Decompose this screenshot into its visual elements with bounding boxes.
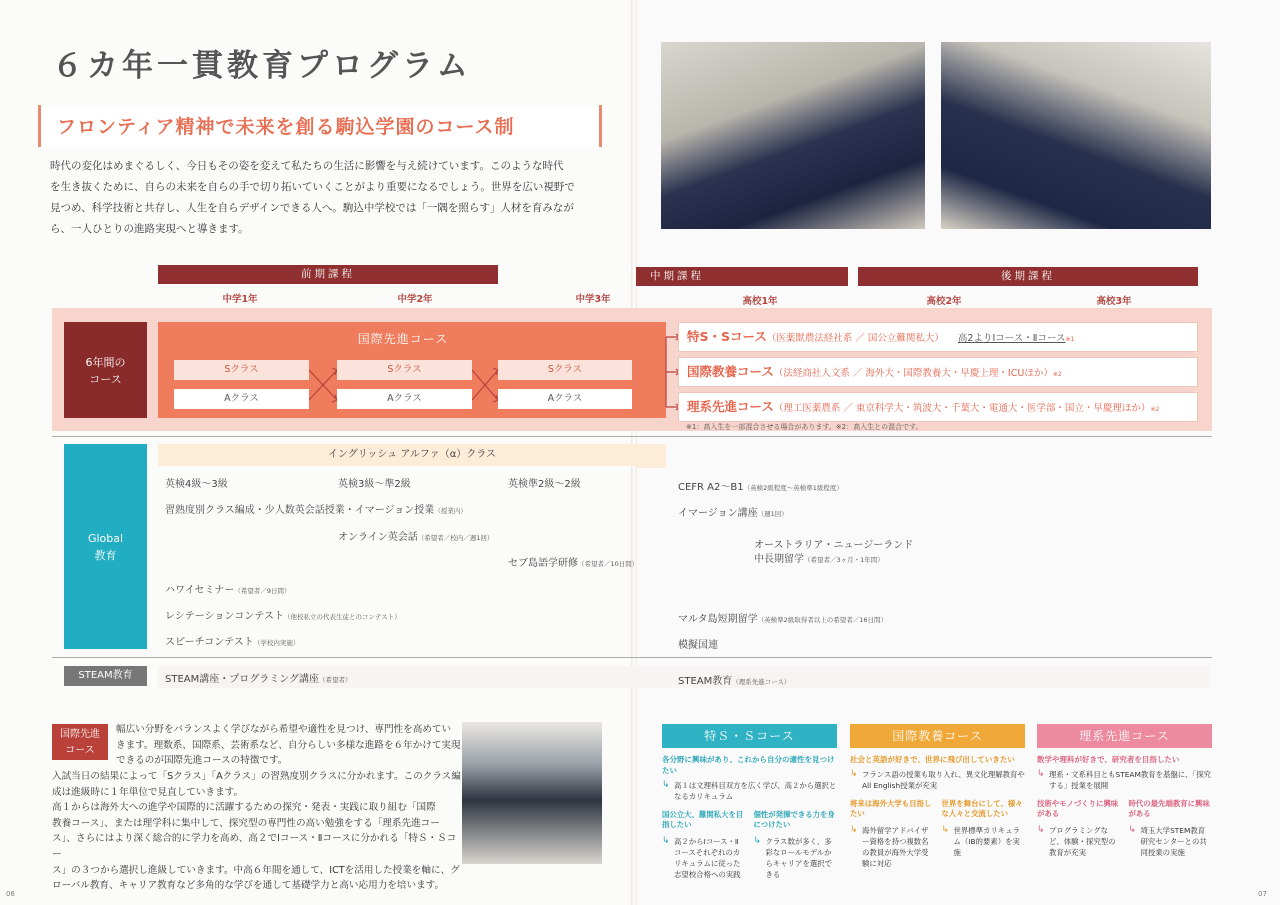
card-text: フランス語の授業も取り入れ、異文化理解教育やAll English授業が充実 bbox=[862, 770, 1025, 790]
card-title: 特Ｓ・Ｓコース bbox=[662, 724, 837, 748]
intro-text bbox=[50, 156, 610, 240]
body-line: 幅広い分野をバランスよく学びながら希望や適性を見つけ、専門性を高めてい bbox=[116, 724, 452, 735]
eiken-level-1: 英検4級～3級 bbox=[165, 479, 228, 490]
kokusai-body bbox=[52, 769, 462, 894]
card-title: 国際教養コース bbox=[850, 724, 1025, 748]
a-class-cell: Aクラス bbox=[337, 389, 472, 409]
card-sub-title: 技術やモノづくりに興味がある bbox=[1037, 799, 1119, 818]
outcome-toku-s bbox=[678, 322, 1198, 352]
card-sub-body bbox=[850, 825, 934, 869]
card-text: 埼玉大学STEM教育研究センターとの共同授業の実施 bbox=[1140, 826, 1207, 857]
outcome-name: 国際教養コース bbox=[687, 364, 774, 379]
cefr-item bbox=[678, 478, 843, 493]
card-sub-row bbox=[1037, 799, 1212, 858]
card-text: 高１は文理科目双方を広く学び、高２から選択となるカリキュラム bbox=[674, 781, 837, 801]
outcome-detail: （法経商社人文系 ／ 海外大・国際教養大・早慶上理・ICUほか） bbox=[773, 368, 1053, 379]
item-text: オンライン英会話 bbox=[338, 532, 418, 543]
grade-label: 中学1年 bbox=[222, 294, 258, 305]
stage-late: 後期課程 bbox=[858, 267, 1198, 286]
card-sub bbox=[1037, 799, 1121, 858]
item-text: CEFR A2～B1 bbox=[678, 482, 744, 493]
six-year-label-text: 6年間の コース bbox=[85, 356, 126, 386]
arrow-icon: ↳ bbox=[1037, 825, 1045, 835]
item-note: （希望者／10日間） bbox=[578, 560, 639, 568]
item-note: （希望者／3ヶ月・1年間） bbox=[804, 556, 884, 564]
global-label-text: Global 教育 bbox=[87, 532, 124, 562]
classroom-photo-2 bbox=[941, 42, 1211, 229]
class-switch-arrows bbox=[309, 360, 337, 410]
card-sub-body bbox=[1129, 825, 1213, 858]
course-card-kokusai-kyoyo bbox=[850, 724, 1025, 869]
a-class-cell: Aクラス bbox=[174, 389, 309, 409]
card-lead: 各分野に興味があり、これから自分の適性を見つけたい bbox=[662, 755, 835, 775]
item-note: （英検準2級取得者以上の希望者／16日間） bbox=[757, 616, 888, 624]
card-lead-text bbox=[1037, 769, 1212, 791]
body-line: ス」、さらにはより深く総合的に学力を高め、高２でⅠコース・Ⅱコースに分かれる「特Ｓ・Ｓコー bbox=[52, 833, 457, 860]
intro-line: を生き抜くために、自らの未来を自らの手で切り拓いていくことがより重要になるでしょう。世界を広い視野で bbox=[50, 181, 575, 193]
item-note: （学校内実施） bbox=[253, 639, 300, 647]
item-text: セブ島語学研修 bbox=[508, 558, 578, 569]
class-switch-arrows bbox=[472, 360, 498, 410]
card-sub-title: 国公立大、難関私大を目指したい bbox=[662, 810, 744, 829]
alpha-bar-continuation bbox=[636, 446, 666, 468]
item-note: （理系先進コース） bbox=[732, 678, 791, 686]
arrow-icon: ↳ bbox=[753, 836, 762, 846]
card-title: 理系先進コース bbox=[1037, 724, 1212, 748]
card-text: 世界標準カリキュラム（IB的要素）を実施 bbox=[953, 826, 1021, 857]
arrow-icon: ↳ bbox=[1128, 825, 1137, 835]
item-text: 習熟度別クラス編成・少人数英会話授業・イマージョン授業 bbox=[165, 505, 435, 516]
six-year-label bbox=[64, 322, 147, 418]
card-sub bbox=[1129, 799, 1213, 858]
intl-course-title: 国際先進コース bbox=[357, 332, 449, 346]
intro-line: ら、一人ひとりの進路実現へと導きます。 bbox=[50, 223, 249, 235]
stage-early: 前期課程 bbox=[158, 265, 498, 284]
item-note: （英検2級程度～英検準1級程度） bbox=[743, 484, 843, 492]
card-sub bbox=[754, 810, 838, 880]
item-text: マルタ島短期留学 bbox=[678, 614, 758, 625]
malta-item bbox=[678, 610, 887, 625]
divider bbox=[52, 436, 1212, 437]
item-text: スピーチコンテスト bbox=[165, 637, 254, 648]
item-text: ハワイセミナー bbox=[165, 585, 235, 596]
grade-label: 中学2年 bbox=[397, 294, 433, 305]
outcome-name: 特S・Sコース bbox=[687, 329, 767, 344]
card-sub bbox=[942, 799, 1026, 869]
arrow-icon: ↳ bbox=[1037, 769, 1045, 779]
kokusai-intro bbox=[116, 722, 461, 769]
card-sub-body bbox=[662, 836, 746, 880]
steam-right-item bbox=[678, 672, 790, 687]
card-lead: 社会と英語が好きで、世界に飛び出していきたい bbox=[850, 755, 1015, 764]
item-note: （週1回） bbox=[757, 510, 788, 518]
six-year-footnote: ※1：高入生を一部混合させる場合があります。※2：高入生との混合です。 bbox=[686, 423, 923, 431]
stage-middle: 中期課程 bbox=[636, 267, 848, 286]
arrow-icon: ↳ bbox=[662, 836, 670, 846]
longterm-item bbox=[754, 550, 884, 565]
oceania-item: オーストラリア・ニュージーランド bbox=[754, 540, 914, 551]
card-text: クラス数が多く、多彩なロールモデルからキャリアを選択できる bbox=[765, 837, 833, 879]
eiken-level-2: 英検3級～準2級 bbox=[338, 479, 411, 490]
card-sub-row bbox=[662, 810, 837, 880]
item-note: （希望者／校内／週1回） bbox=[417, 534, 494, 542]
cebu-item bbox=[508, 554, 638, 569]
s-class-cell: Sクラス bbox=[498, 360, 632, 380]
s-class-cell: Sクラス bbox=[174, 360, 309, 380]
card-lead: 数学や理科が好きで、研究者を目指したい bbox=[1037, 755, 1180, 764]
card-text: 理系・文系科目ともSTEAM教育を基盤に、「探究する」授業を展開 bbox=[1049, 770, 1212, 790]
outcome-detail: （医薬獣農法経社系 ／ 国公立難関私大） bbox=[766, 333, 944, 344]
arrow-icon: ↳ bbox=[850, 825, 858, 835]
card-sub bbox=[850, 799, 934, 869]
steam-left-item bbox=[165, 670, 352, 685]
hawaii-item bbox=[165, 581, 291, 596]
divider bbox=[52, 657, 1212, 658]
outcome-extra: 高2よりⅠコース・Ⅱコース bbox=[957, 333, 1066, 344]
juku-item bbox=[165, 501, 467, 516]
body-line: ス」の３つから選択し進級していきます。中高６年間を通して、ICTを活用した授業を軸に、グ bbox=[52, 864, 460, 876]
card-lead-text bbox=[850, 769, 1025, 791]
arrow-icon: ↳ bbox=[941, 825, 950, 835]
body-line: きます。理数系、国際系、芸術系など、自分らしい多様な進路を６年かけて実現 bbox=[116, 739, 461, 751]
body-line: 高１からは海外大への進学や国際的に活躍するための探究・発表・実践に取り組む「国際 bbox=[52, 802, 436, 814]
section-subtitle: フロンティア精神で未来を創る駒込学園のコース制 bbox=[38, 105, 602, 147]
card-sub-title: 将来は海外大学も目指したい bbox=[850, 799, 932, 818]
card-sub-body bbox=[1037, 825, 1121, 858]
page-number-right: 07 bbox=[1258, 890, 1267, 898]
item-note: （希望者／9日間） bbox=[234, 587, 291, 595]
body-line: できるのが国際先進コースの特徴です。 bbox=[116, 755, 288, 767]
recitation-item bbox=[165, 607, 401, 622]
item-note: （希望者） bbox=[319, 676, 352, 684]
card-sub-row bbox=[850, 799, 1025, 869]
course-card-rikei bbox=[1037, 724, 1212, 858]
intro-line: 時代の変化はめまぐるしく、今日もその姿を変えて私たちの生活に影響を与え続けています。このような時代 bbox=[50, 160, 564, 172]
outcome-note: ※2 bbox=[1052, 371, 1062, 378]
body-line: 成は進級時に１年単位で見直していきます。 bbox=[52, 786, 244, 798]
item-note: （他校私立の代表生徒とのコンテスト） bbox=[283, 613, 401, 621]
card-sub bbox=[662, 810, 746, 880]
grade-label: 高校3年 bbox=[1096, 296, 1132, 307]
card-sub-body bbox=[754, 836, 838, 880]
card-lead-text bbox=[662, 780, 837, 802]
s-class-cell: Sクラス bbox=[337, 360, 472, 380]
eiken-level-3: 英検準2級～2級 bbox=[508, 479, 581, 490]
global-label bbox=[64, 444, 147, 649]
item-text: STEAM講座・プログラミング講座 bbox=[165, 674, 320, 685]
page-title: ６カ年一貫教育プログラム bbox=[52, 48, 472, 84]
ict-class-photo bbox=[462, 722, 602, 864]
item-note: （授業内） bbox=[434, 507, 467, 515]
immersion-item bbox=[678, 504, 788, 519]
grade-label: 中学3年 bbox=[575, 294, 611, 305]
kokusai-tag-text: 国際先進 コース bbox=[60, 729, 100, 756]
mun-item: 模擬国連 bbox=[678, 640, 718, 651]
outcome-rikei bbox=[678, 392, 1198, 422]
card-sub-title: 個性が発揮できる力を身につけたい bbox=[753, 810, 835, 829]
item-text: 中長期留学 bbox=[754, 554, 804, 565]
kokusai-tag bbox=[52, 724, 108, 760]
outcome-name: 理系先進コース bbox=[687, 399, 774, 414]
course-card-toku-s bbox=[662, 724, 837, 880]
grade-label: 高校2年 bbox=[926, 296, 962, 307]
card-sub-title: 世界を舞台にして、様々な人々と交流したい bbox=[941, 799, 1023, 818]
body-line: 教養コース」、または理学科に集中して、探究型の専門性の高い勉強をする「理系先進コー bbox=[52, 817, 440, 829]
outcome-detail: （理工医薬農系 ／ 東京科学大・筑波大・千葉大・電通大・医学部・国立・早慶理ほか） bbox=[773, 403, 1151, 414]
item-text: レシテーションコンテスト bbox=[165, 611, 284, 622]
intro-line: 見つめ、科学技術と共存し、人生を自らデザインできる人へ。駒込中学校では「一隅を照らす」人材を育みなが bbox=[50, 202, 574, 214]
outcome-kokusai-kyoyo bbox=[678, 357, 1198, 387]
outcome-note: ※2 bbox=[1150, 406, 1160, 413]
arrow-icon: ↳ bbox=[662, 780, 670, 790]
classroom-photo-1 bbox=[661, 42, 925, 229]
body-line: ローバル教育、キャリア教育など多角的な学びを通して基礎学力と高い応用力を培います。 bbox=[52, 880, 445, 892]
arrow-icon: ↳ bbox=[850, 769, 858, 779]
card-text: 高２からⅠコース・Ⅱコースそれぞれのカリキュラムに従った志望校合格への実践 bbox=[674, 837, 741, 879]
alpha-class-bar: イングリッシュ アルファ（α）クラス bbox=[158, 444, 666, 466]
card-text: 海外留学アドバイザー資格を持つ複数名の教員が海外大学受験に対応 bbox=[862, 826, 929, 868]
grade-label: 高校1年 bbox=[742, 296, 778, 307]
outcome-note: ※1 bbox=[1065, 336, 1075, 343]
online-item bbox=[338, 528, 493, 543]
a-class-cell: Aクラス bbox=[498, 389, 632, 409]
speech-item bbox=[165, 633, 299, 648]
card-sub-title: 時代の最先端教育に興味がある bbox=[1128, 799, 1210, 818]
card-sub-body bbox=[942, 825, 1026, 858]
card-text: プログラミングなど、体験・探究型の教育が充実 bbox=[1049, 826, 1116, 857]
item-text: STEAM教育 bbox=[678, 676, 733, 687]
item-text: イマージョン講座 bbox=[678, 508, 758, 519]
body-line: 入試当日の結果によって「Sクラス」「Aクラス」の習熟度別クラスに分かれます。このクラス編 bbox=[52, 771, 461, 782]
steam-label: STEAM教育 bbox=[64, 666, 147, 686]
page-number-left: 06 bbox=[6, 890, 15, 898]
